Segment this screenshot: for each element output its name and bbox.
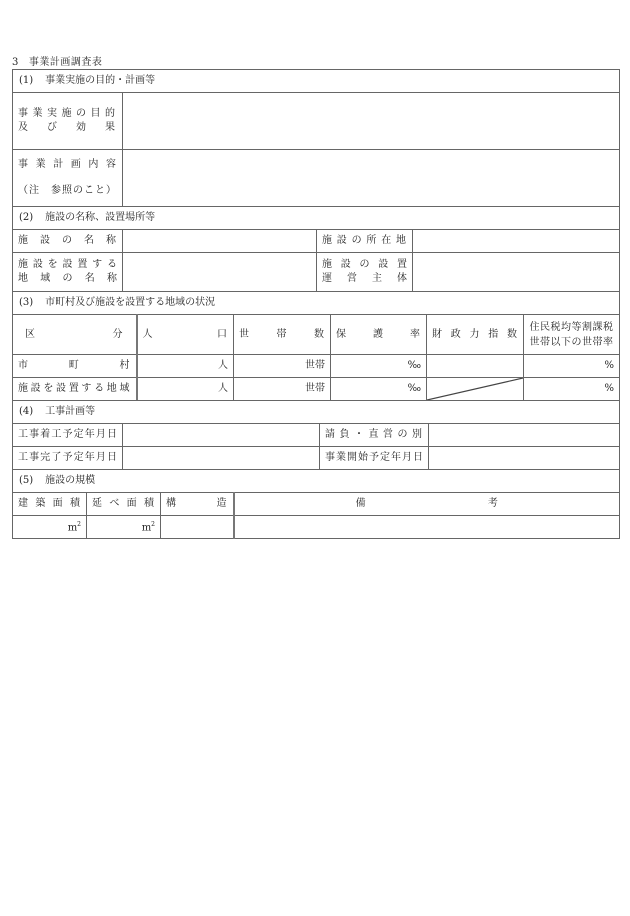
area-name-label bbox=[13, 253, 123, 292]
floor-area-unit: m bbox=[141, 522, 152, 534]
municipality-protection-rate-field[interactable]: ‰ bbox=[331, 355, 427, 378]
header-floor-area: 延べ面積 bbox=[87, 493, 161, 516]
section4-row-completion bbox=[13, 447, 620, 470]
plan-label-line1: 事業計画内容 bbox=[18, 159, 117, 170]
construction-end-label: 工事完了予定年月日 bbox=[13, 447, 123, 470]
operator-label-line1: 施設の設置 bbox=[322, 259, 407, 270]
floor-area-unit-sup: 2 bbox=[151, 521, 155, 529]
header-households: 世帯数 bbox=[234, 315, 331, 355]
facility-location-field[interactable] bbox=[413, 230, 620, 253]
purpose-label bbox=[13, 93, 123, 150]
area-label: 施設を設置する地域 bbox=[13, 378, 137, 401]
building-area-unit-sup: 2 bbox=[77, 521, 81, 529]
section3-table bbox=[12, 314, 620, 401]
section5-title: 施設の規模 bbox=[45, 475, 96, 486]
survey-table bbox=[12, 69, 620, 315]
section2-title: 施設の名称、設置場所等 bbox=[45, 212, 156, 223]
section1-title: 事業実施の目的・計画等 bbox=[45, 75, 156, 86]
area-protection-rate-field[interactable]: ‰ bbox=[331, 378, 427, 401]
header-remarks bbox=[234, 493, 620, 516]
area-name-field[interactable] bbox=[123, 253, 317, 292]
section5-column-headers bbox=[13, 493, 620, 516]
header-remarks-char2: 考 bbox=[487, 498, 498, 509]
municipality-households-field[interactable]: 世帯 bbox=[234, 355, 331, 378]
header-fiscal-index: 財政力指数 bbox=[427, 315, 524, 355]
purpose-label-line2: 及び効果 bbox=[18, 122, 117, 133]
area-population-field[interactable]: 人 bbox=[137, 378, 234, 401]
header-protection-rate: 保護率 bbox=[331, 315, 427, 355]
section3-title: 市町村及び施設を設置する地域の状況 bbox=[45, 297, 216, 308]
header-tax-rate bbox=[524, 315, 620, 355]
purpose-label-line1: 事業実施の目的 bbox=[18, 108, 117, 119]
area-tax-rate-field[interactable]: % bbox=[524, 378, 620, 401]
building-area-field[interactable] bbox=[13, 516, 87, 539]
section1-number: (1) bbox=[19, 75, 34, 86]
municipality-population-field[interactable]: 人 bbox=[137, 355, 234, 378]
contract-type-field[interactable] bbox=[429, 424, 620, 447]
area-households-field[interactable]: 世帯 bbox=[234, 378, 331, 401]
section1-row-plan bbox=[13, 150, 620, 207]
section4-row-start bbox=[13, 424, 620, 447]
diagonal-strike-icon bbox=[427, 378, 523, 400]
section1-row-purpose bbox=[13, 93, 620, 150]
section2-row-name bbox=[13, 230, 620, 253]
section3-number: (3) bbox=[19, 297, 34, 308]
area-name-label-line1: 施設を設置する bbox=[18, 259, 117, 270]
header-building-area: 建築面積 bbox=[13, 493, 87, 516]
section3-row-area bbox=[13, 378, 620, 401]
structure-field[interactable] bbox=[161, 516, 234, 539]
municipality-label: 市町村 bbox=[13, 355, 137, 378]
area-fiscal-index-crossed bbox=[427, 378, 524, 401]
business-start-label: 事業開始予定年月日 bbox=[320, 447, 429, 470]
area-name-label-line2: 地域の名称 bbox=[18, 273, 117, 284]
section5-number: (5) bbox=[19, 475, 34, 486]
section4-header bbox=[13, 401, 620, 424]
operator-label bbox=[317, 253, 413, 292]
section5-row bbox=[13, 516, 620, 539]
section3-header bbox=[13, 292, 620, 315]
header-remarks-char1: 備 bbox=[355, 498, 366, 509]
facility-name-field[interactable] bbox=[123, 230, 317, 253]
section4-table bbox=[12, 400, 620, 470]
section3-column-headers bbox=[13, 315, 620, 355]
business-start-field[interactable] bbox=[429, 447, 620, 470]
page-title-number: 3 bbox=[12, 57, 19, 68]
section5-header bbox=[13, 470, 620, 493]
municipality-tax-rate-field[interactable]: % bbox=[524, 355, 620, 378]
contract-type-label: 請負・直営の別 bbox=[320, 424, 429, 447]
operator-label-line2: 運営主体 bbox=[322, 273, 407, 284]
section5-table bbox=[12, 469, 620, 539]
municipality-fiscal-index-field[interactable] bbox=[427, 355, 524, 378]
construction-start-label: 工事着工予定年月日 bbox=[13, 424, 123, 447]
construction-end-field[interactable] bbox=[123, 447, 320, 470]
section2-row-area bbox=[13, 253, 620, 292]
operator-field[interactable] bbox=[413, 253, 620, 292]
facility-name-label: 施設の名称 bbox=[13, 230, 123, 253]
purpose-field[interactable] bbox=[123, 93, 620, 150]
survey-form bbox=[12, 69, 619, 539]
page-title bbox=[12, 53, 102, 68]
building-area-unit: m bbox=[67, 522, 78, 534]
header-structure: 構造 bbox=[161, 493, 234, 516]
header-tax-rate-line2: 世帯以下の世帯率 bbox=[529, 336, 614, 348]
page-title-text: 事業計画調査表 bbox=[28, 57, 103, 68]
section4-number: (4) bbox=[19, 406, 34, 417]
plan-label bbox=[13, 150, 123, 207]
plan-label-note: （注 参照のこと） bbox=[18, 185, 117, 196]
header-population: 人口 bbox=[137, 315, 234, 355]
header-tax-rate-line1: 住民税均等割課税 bbox=[529, 321, 614, 333]
section3-row-municipality bbox=[13, 355, 620, 378]
header-category: 区分 bbox=[13, 315, 137, 355]
section4-title: 工事計画等 bbox=[45, 406, 96, 417]
section1-header bbox=[13, 70, 620, 93]
remarks-field[interactable] bbox=[234, 516, 620, 539]
section2-number: (2) bbox=[19, 212, 34, 223]
construction-start-field[interactable] bbox=[123, 424, 320, 447]
plan-field[interactable] bbox=[123, 150, 620, 207]
facility-location-label: 施設の所在地 bbox=[317, 230, 413, 253]
floor-area-field[interactable] bbox=[87, 516, 161, 539]
section2-header bbox=[13, 207, 620, 230]
